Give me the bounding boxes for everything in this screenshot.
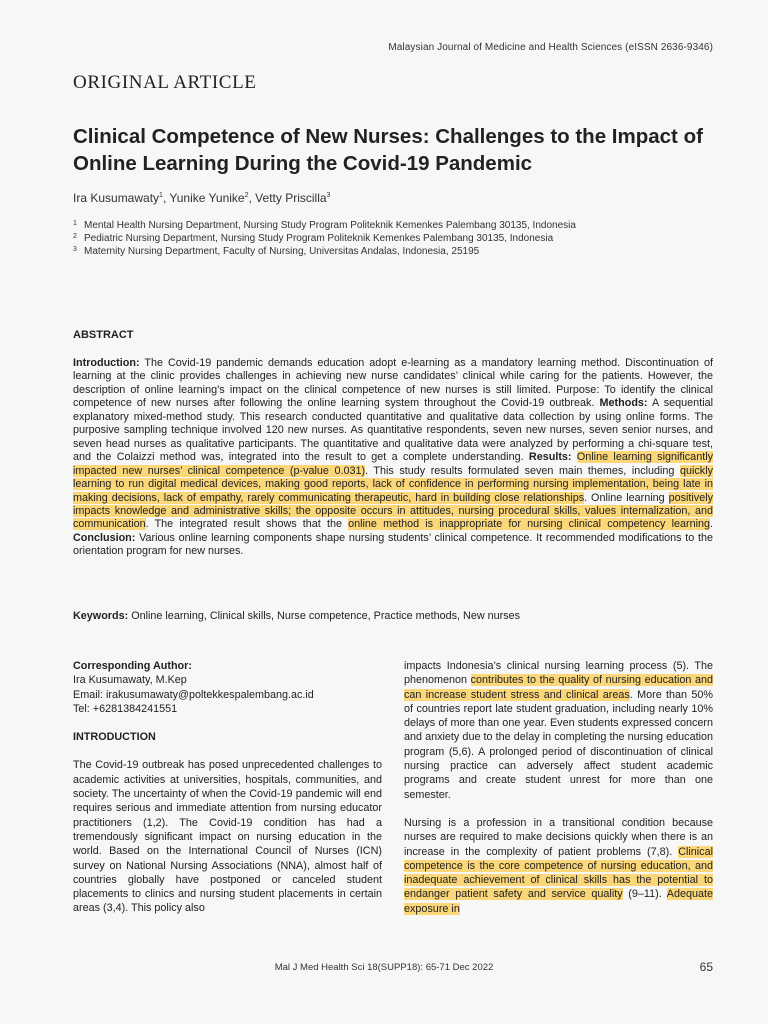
introduction-paragraph: The Covid-19 outbreak has posed unprecedented challenges to academic activities at universities, hospitals, communities, and society. The uncertainty of when the Covid-19 pandemic will end requires serious and immediate attention from nursing educator practitioners (1,2). The Covid-19 condition has had a tremendously significant impact on nursing education in the world. Based on the International Council of Nurses (ICN) survey on National Nursing Associations (NNA), almost half of countries globally have postponed or canceled student placements to clinics and nursing student placements in certain areas (3,4). This policy also xyxy=(73,759,382,915)
left-column xyxy=(73,659,382,916)
abstract-results-text: . Online learning xyxy=(584,491,669,504)
affiliation-number: 2 xyxy=(73,233,77,240)
highlighted-text: Online learning significantly impacted new nurses’ clinical competence (p-value 0.031) xyxy=(73,451,713,477)
author-affiliation-mark: 2 xyxy=(244,192,249,199)
body-text: . More than 50% of countries report late student graduation, including nearly 10% delays of more than one year. Even students expressed concern and anxiety due to the delay in completing the nursing education program (5,6). A prolonged period of discontinuation of clinical nursing practice can adversely affect student academic programs and create student unrest for more than one semester. xyxy=(404,688,713,801)
abstract-introduction-label: Introduction: xyxy=(73,357,140,369)
abstract-heading: ABSTRACT xyxy=(73,329,134,341)
author-name: Vetty Priscilla xyxy=(255,191,327,205)
highlighted-text: Adequate exposure in xyxy=(404,888,714,915)
keywords-text: Online learning, Clinical skills, Nurse competence, Practice methods, New nurses xyxy=(128,610,521,622)
affiliation-item xyxy=(73,219,723,232)
affiliation-text: Maternity Nursing Department, Faculty of Nursing, Universitas Andalas, Indonesia, 25195 xyxy=(84,246,480,257)
article-type: ORIGINAL ARTICLE xyxy=(73,72,257,93)
author-name: Ira Kusumawaty xyxy=(73,191,160,205)
corresponding-author-label xyxy=(73,659,382,673)
highlighted-text: online method is inappropriate for nursing clinical competency learning xyxy=(348,518,710,531)
article-title: Clinical Competence of New Nurses: Challenges to the Impact of Online Learning During the Covid-19 Pandemic xyxy=(73,125,703,175)
corresponding-author-label-text: Corresponding Author: xyxy=(73,660,192,672)
keywords xyxy=(73,609,713,623)
abstract-results-text: . The integrated result shows that the xyxy=(145,518,349,531)
abstract-body xyxy=(73,357,713,559)
introduction-heading: INTRODUCTION xyxy=(73,731,156,744)
corresponding-author-name: Ira Kusumawaty, M.Kep xyxy=(73,674,187,687)
affiliation-text: Pediatric Nursing Department, Nursing Study Program Politeknik Kemenkes Palembang 30135, Indonesia xyxy=(84,233,554,244)
abstract-methods-label: Methods: xyxy=(599,397,648,410)
abstract-results-label: Results: xyxy=(528,451,572,464)
author-separator: , xyxy=(162,191,170,205)
affiliation-item xyxy=(73,232,723,245)
author-separator: , xyxy=(248,191,256,205)
footer-citation: Mal J Med Health Sci 18(SUPP18): 65-71 Dec 2022 xyxy=(274,962,494,973)
highlighted-text: quickly learning to run digital medical devices, making good reports, lack of confidence in performing nursing implementation, being late in making decisions, lack of empathy, rarely communicating therapeutic, hard in building close relationships xyxy=(73,464,713,504)
author-affiliation-mark: 3 xyxy=(326,192,331,199)
affiliation-list xyxy=(73,219,723,258)
body-text: (9–11). xyxy=(622,888,667,901)
journal-header: Malaysian Journal of Medicine and Health Sciences (eISSN 2636-9346) xyxy=(388,42,713,53)
corresponding-author-email[interactable]: Email: irakusumawaty@poltekkespalembang.ac.id xyxy=(73,688,314,701)
author-list xyxy=(73,191,330,205)
abstract-conclusion-text: Various online learning components shape nursing students’ clinical competence. It recommended modifications to the orientation program for new nurses. xyxy=(73,531,713,558)
highlighted-text: contributes to the quality of nursing education and can increase student stress and clinical areas xyxy=(404,674,713,701)
affiliation-number: 1 xyxy=(73,220,77,227)
abstract-introduction-text: The Covid-19 pandemic demands education adopt e-learning as a mandatory learning method. Discontinuation of learning at the clinic provides challenges in achieving new nurse candidates’ clinical while caring for the patients. However, the description of online learning’s impact on the clinical competence of new nurses is still limited. Purpose: To identify the clinical competence of new nurses after following the online learning system throughout the Covid-19 outbreak. xyxy=(73,357,713,410)
highlighted-text: positively impacts knowledge and administrative skills; the opposite occurs in attitudes, nursing procedural skills, values internalization, and communication xyxy=(73,491,713,531)
body-paragraph xyxy=(404,816,713,916)
body-text: Nursing is a profession in a transitional condition because nurses are required to make decisions quickly when there is an increase in the complexity of patient problems (7,8). xyxy=(404,816,713,858)
right-column xyxy=(404,659,713,916)
highlighted-text: Clinical competence is the core competence of nursing education, and inadequate achievement of clinical skills has the potential to endanger patient safety and service quality xyxy=(404,845,713,901)
body-text: impacts Indonesia’s clinical nursing learning process (5). The phenomenon xyxy=(404,660,713,687)
keywords-label: Keywords: xyxy=(73,610,129,622)
body-paragraph xyxy=(404,659,713,802)
abstract-conclusion-label: Conclusion: xyxy=(73,531,136,544)
affiliation-item xyxy=(73,245,723,258)
author-name: Yunike Yunike xyxy=(169,191,245,205)
abstract-results-text: . This study results formulated seven main themes, including xyxy=(365,464,680,477)
page-number: 65 xyxy=(699,960,713,974)
abstract-results-text: . xyxy=(710,518,713,531)
abstract-methods-text: A sequential explanatory mixed-method study. This research conducted quantitative and qualitative data collection by using online forms. The purposive sampling technique involved 120 new nurses. As quantitative respondents, seven new nurses, seven senior nurses, and seven head nurses as qualitative participants. The quantitative and qualitative data were analyzed by performing a chi-square test, and the Colaizzi method was, integrated into the result to get a complete understanding. xyxy=(73,397,713,464)
corresponding-author-tel: Tel: +6281384241551 xyxy=(73,702,178,715)
affiliation-text: Mental Health Nursing Department, Nursing Study Program Politeknik Kemenkes Palembang 30135, Indonesia xyxy=(84,220,576,231)
affiliation-number: 3 xyxy=(73,246,77,253)
author-affiliation-mark: 1 xyxy=(159,192,163,199)
